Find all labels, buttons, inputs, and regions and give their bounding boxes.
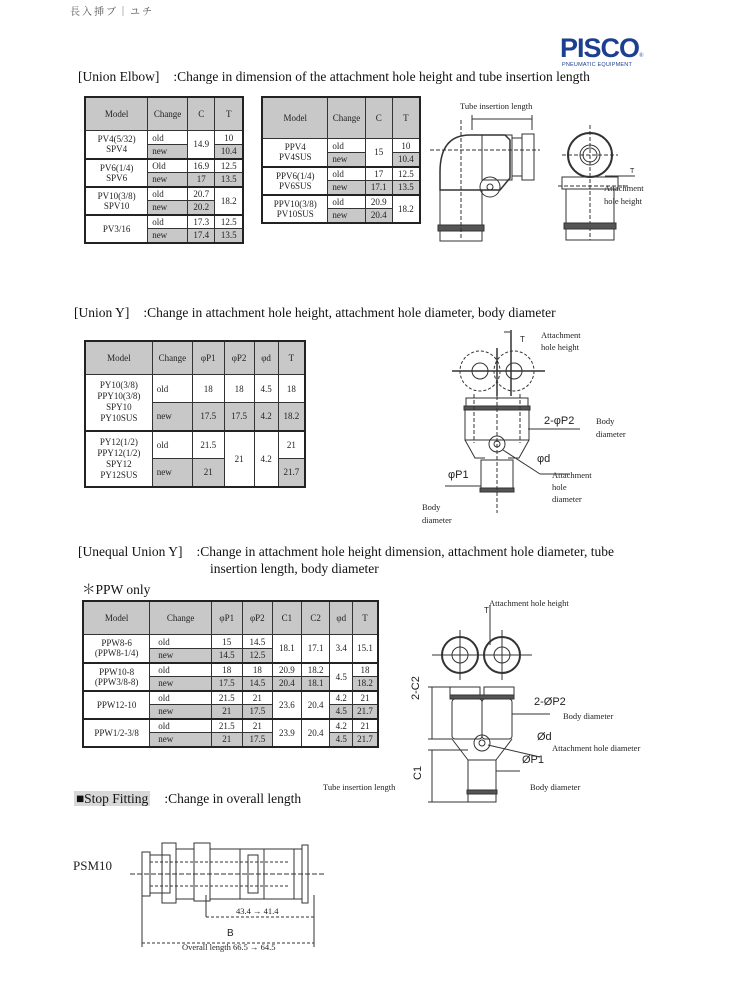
- label-tube-insertion: Tube insertion length: [323, 782, 396, 792]
- c-value: 14.9: [187, 131, 215, 159]
- c1-value: 18.1: [273, 635, 302, 663]
- c-old: 17.3: [187, 215, 215, 229]
- change-new: new: [150, 705, 212, 719]
- d-value: 3.4: [330, 635, 353, 663]
- label-attach-h-2: hole height: [541, 342, 580, 352]
- model-cell: PPW8-6 (PPW8-1/4): [83, 635, 150, 663]
- p1-new: 17.5: [192, 403, 224, 431]
- c-old: 20.9: [365, 195, 392, 209]
- t-value: 18.2: [392, 195, 420, 223]
- t-new: 10.4: [215, 145, 243, 159]
- table-row: [83, 635, 378, 649]
- change-new: new: [328, 153, 365, 167]
- c2-value: 20.4: [301, 719, 330, 747]
- union-y-heading: [74, 305, 556, 321]
- change-old: old: [150, 635, 212, 649]
- dim-43-4: 43.4 → 41.4: [236, 906, 279, 916]
- c-value: 15: [365, 139, 392, 167]
- overall-length: Overall length 66.5 → 64.5: [182, 942, 276, 952]
- t-value: 18.2: [215, 187, 243, 215]
- change-old: old: [150, 719, 212, 733]
- t-old: 10: [215, 131, 243, 145]
- col-header-change: Change: [152, 341, 192, 375]
- c1-value: 23.6: [273, 691, 302, 719]
- table-row: [85, 159, 243, 173]
- c-new: 20.2: [187, 201, 215, 215]
- label-d-uuy: Ød: [537, 731, 552, 743]
- p1-new: 21: [192, 459, 224, 487]
- label-attach-h: Attachment hole height: [489, 598, 569, 608]
- c2-new: 18.1: [301, 677, 330, 691]
- c-old: 16.9: [187, 159, 215, 173]
- label-attachment: Attachment: [604, 183, 644, 193]
- c2-value: 17.1: [301, 635, 330, 663]
- p1-old: 18: [211, 663, 242, 677]
- label-attach-d-1: Attachment: [552, 470, 592, 480]
- p1-old: 18: [192, 375, 224, 403]
- d-value: 4.2: [254, 431, 278, 487]
- change-new: new: [148, 173, 188, 187]
- d-new: 4.2: [254, 403, 278, 431]
- t-new: 10.4: [392, 153, 420, 167]
- change-new: new: [328, 181, 365, 195]
- p2-new: 17.5: [224, 403, 254, 431]
- t-new: 21.7: [353, 733, 378, 747]
- t-new: 18.2: [278, 403, 305, 431]
- table-row: [85, 131, 243, 145]
- table-row: [262, 195, 420, 209]
- t-new: 21.7: [353, 705, 378, 719]
- model-cell: PPV4 PV4SUS: [262, 139, 328, 167]
- col-header-change: Change: [328, 97, 365, 139]
- p2-old: 21: [242, 691, 273, 705]
- label-t-uuy: T: [484, 606, 489, 615]
- label-2-p2-uuy: 2-ØP2: [534, 696, 566, 708]
- t-old: 12.5: [215, 159, 243, 173]
- unequal-union-y-heading: [78, 544, 614, 560]
- col-header-t: T: [392, 97, 420, 139]
- d-new: 4.5: [330, 733, 353, 747]
- p2-new: 17.5: [242, 705, 273, 719]
- col-header-d: φd: [330, 601, 353, 635]
- col-header-t: T: [215, 97, 243, 131]
- union-elbow-table-2: [261, 96, 421, 224]
- change-new: new: [148, 201, 188, 215]
- d-old: 4.5: [254, 375, 278, 403]
- label-2-p2: 2-φP2: [544, 415, 575, 427]
- unequal-union-y-desc-2: insertion length, body diameter: [210, 561, 379, 576]
- union-elbow-drawing: [430, 110, 660, 240]
- d-old: 4.2: [330, 691, 353, 705]
- change-old: old: [150, 663, 212, 677]
- label-body-b2: diameter: [422, 515, 452, 525]
- p1-old: 21.5: [192, 431, 224, 459]
- p1-old: 21.5: [211, 691, 242, 705]
- t-value: 15.1: [353, 635, 378, 663]
- change-old: old: [150, 691, 212, 705]
- union-elbow-heading: [78, 69, 590, 85]
- stop-fitting-heading: [74, 791, 301, 807]
- table-row: [85, 215, 243, 229]
- col-header-c2: C2: [301, 601, 330, 635]
- change-old: old: [148, 131, 188, 145]
- col-header-t: T: [278, 341, 305, 375]
- table-row: [262, 167, 420, 181]
- model-cell: PPW10-8 (PPW3/8-8): [83, 663, 150, 691]
- label-body-b1: Body: [422, 502, 441, 512]
- change-old: Old: [148, 159, 188, 173]
- c-old: 20.7: [187, 187, 215, 201]
- p2-new: 14.5: [242, 677, 273, 691]
- label-2-c2: 2-C2: [410, 676, 422, 700]
- c1-value: 23.9: [273, 719, 302, 747]
- t-old: 12.5: [392, 167, 420, 181]
- change-new: new: [150, 677, 212, 691]
- table-row: [83, 719, 378, 733]
- t-new: 13.5: [215, 229, 243, 243]
- p2-new: 17.5: [242, 733, 273, 747]
- d-value: 4.5: [330, 663, 353, 691]
- table-row: [85, 187, 243, 201]
- c-new: 17.4: [187, 229, 215, 243]
- t-new: 13.5: [215, 173, 243, 187]
- p1-new: 21: [211, 705, 242, 719]
- p1-new: 14.5: [211, 649, 242, 663]
- label-t-uy: T: [520, 335, 525, 344]
- label-body-1: Body: [596, 416, 615, 426]
- change-new: new: [152, 459, 192, 487]
- header-japanese-text: 長入挿ブ｜ユチ: [70, 7, 154, 18]
- c-new: 17: [187, 173, 215, 187]
- label-attach-d-2: hole: [552, 482, 567, 492]
- unequal-union-y-table: [82, 600, 379, 748]
- label-attach-h-1: Attachment: [541, 330, 581, 340]
- c2-value: 20.4: [301, 691, 330, 719]
- union-y-table: [84, 340, 306, 488]
- change-new: new: [148, 145, 188, 159]
- model-psm10: PSM10: [73, 858, 113, 873]
- stop-fitting-tag: ■Stop Fitting: [76, 791, 149, 806]
- ppw-only-note: ＊PPW only: [82, 582, 151, 597]
- logo-tagline: PNEUMATIC EQUIPMENT: [562, 62, 633, 68]
- p2-new: 12.5: [242, 649, 273, 663]
- label-d: φd: [537, 453, 551, 465]
- col-header-c1: C1: [273, 601, 302, 635]
- stop-fitting-desc: :Change in overall length: [164, 791, 302, 806]
- t-old: 21: [278, 431, 305, 459]
- model-cell: PY12(1/2) PPY12(1/2) SPY12 PY12SUS: [85, 431, 152, 487]
- t-old: 18: [353, 663, 378, 677]
- model-cell: PPV6(1/4) PV6SUS: [262, 167, 328, 195]
- change-new: new: [152, 403, 192, 431]
- change-old: old: [148, 215, 188, 229]
- t-old: 10: [392, 139, 420, 153]
- p2-old: 14.5: [242, 635, 273, 649]
- t-old: 12.5: [215, 215, 243, 229]
- change-old: old: [328, 167, 365, 181]
- col-header-model: Model: [262, 97, 328, 139]
- p1-old: 15: [211, 635, 242, 649]
- change-new: new: [150, 733, 212, 747]
- p2-old: 18: [242, 663, 273, 677]
- table-row: [85, 431, 305, 459]
- col-header-change: Change: [150, 601, 212, 635]
- col-header-model: Model: [83, 601, 150, 635]
- union-elbow-tag: [Union Elbow]: [78, 69, 160, 84]
- unequal-union-y-desc-1: :Change in attachment hole height dimension, attachment hole diameter, tube: [196, 544, 614, 559]
- table-row: [83, 663, 378, 677]
- change-old: old: [152, 431, 192, 459]
- c-new: 20.4: [365, 209, 392, 223]
- col-header-model: Model: [85, 341, 152, 375]
- table-row: [85, 375, 305, 403]
- label-attach-d-3: diameter: [552, 494, 582, 504]
- label-body-diameter-1: Body diameter: [563, 711, 614, 721]
- col-header-c: C: [187, 97, 215, 131]
- model-cell: PY10(3/8) PPY10(3/8) SPY10 PY10SUS: [85, 375, 152, 431]
- col-header-change: Change: [148, 97, 188, 131]
- t-new: 21.7: [278, 459, 305, 487]
- c-old: 17: [365, 167, 392, 181]
- union-elbow-table-1: [84, 96, 244, 244]
- label-b: B: [227, 928, 234, 939]
- unequal-union-y-tag: [Unequal Union Y]: [78, 544, 183, 559]
- t-new: 18.2: [353, 677, 378, 691]
- label-p1-uuy: ØP1: [522, 754, 545, 766]
- c1-new: 20.4: [273, 677, 302, 691]
- label-body-diameter-2: Body diameter: [530, 782, 581, 792]
- t-new: 13.5: [392, 181, 420, 195]
- model-cell: PV3/16: [85, 215, 148, 243]
- p2-old: 21: [242, 719, 273, 733]
- change-new: new: [150, 649, 212, 663]
- p1-new: 17.5: [211, 677, 242, 691]
- t-old: 21: [353, 719, 378, 733]
- col-header-p2: φP2: [242, 601, 273, 635]
- d-old: 4.2: [330, 719, 353, 733]
- col-header-t: T: [353, 601, 378, 635]
- change-old: old: [152, 375, 192, 403]
- model-cell: PV4(5/32) SPV4: [85, 131, 148, 159]
- union-elbow-desc: :Change in dimension of the attachment hole height and tube insertion length: [173, 69, 590, 84]
- model-cell: PPV10(3/8) PV10SUS: [262, 195, 328, 223]
- label-tube-insertion-length: Tube insertion length: [460, 101, 533, 111]
- col-header-c: C: [365, 97, 392, 139]
- logo-brand: PISCO: [560, 33, 640, 63]
- label-t-elbow: T: [630, 168, 635, 175]
- col-header-p1: φP1: [211, 601, 242, 635]
- t-old: 18: [278, 375, 305, 403]
- change-new: new: [328, 209, 365, 223]
- col-header-model: Model: [85, 97, 148, 131]
- c-new: 17.1: [365, 181, 392, 195]
- label-diameter-1: diameter: [596, 429, 626, 439]
- pisco-logo: [560, 33, 660, 68]
- union-y-desc: :Change in attachment hole height, attachment hole diameter, body diameter: [143, 305, 556, 320]
- label-p1: φP1: [448, 469, 469, 481]
- model-cell: PV6(1/4) SPV6: [85, 159, 148, 187]
- change-old: old: [328, 139, 365, 153]
- change-new: new: [148, 229, 188, 243]
- model-cell: PPW12-10: [83, 691, 150, 719]
- logo-registered: ®: [639, 53, 644, 59]
- label-c1: C1: [412, 765, 424, 780]
- change-old: old: [148, 187, 188, 201]
- c2-old: 18.2: [301, 663, 330, 677]
- p2-old: 18: [224, 375, 254, 403]
- model-cell: PPW1/2-3/8: [83, 719, 150, 747]
- table-row: [83, 691, 378, 705]
- table-row: [262, 139, 420, 153]
- change-old: old: [328, 195, 365, 209]
- p1-new: 21: [211, 733, 242, 747]
- p1-old: 21.5: [211, 719, 242, 733]
- label-attach-d: Attachment hole diameter: [552, 743, 641, 753]
- union-y-tag: [Union Y]: [74, 305, 130, 320]
- col-header-d: φd: [254, 341, 278, 375]
- p2-value: 21: [224, 431, 254, 487]
- union-y-drawing: [430, 328, 610, 528]
- c1-old: 20.9: [273, 663, 302, 677]
- d-new: 4.5: [330, 705, 353, 719]
- label-hole-height: hole height: [604, 196, 643, 206]
- t-old: 21: [353, 691, 378, 705]
- col-header-p2: φP2: [224, 341, 254, 375]
- col-header-p1: φP1: [192, 341, 224, 375]
- model-cell: PV10(3/8) SPV10: [85, 187, 148, 215]
